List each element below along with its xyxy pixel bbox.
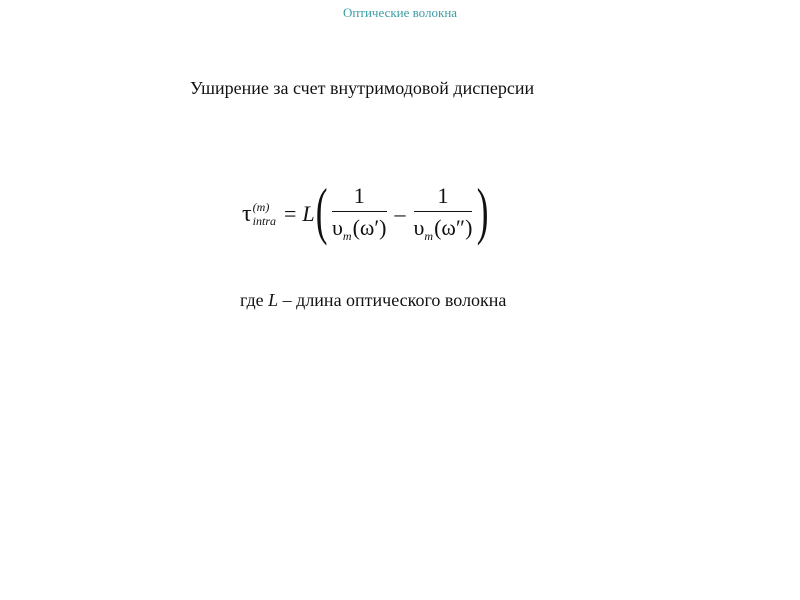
formula-fraction-2: [414, 183, 473, 245]
formula-velocity-symbol-1: υ: [331, 215, 343, 240]
formula-lhs-superscript: (m): [252, 200, 270, 214]
formula-tau-symbol: τ: [242, 200, 252, 227]
formula-note: [240, 290, 506, 311]
formula-numerator-1: 1: [353, 183, 365, 208]
formula-velocity-subscript-2: m: [424, 229, 434, 243]
formula-left-paren: (: [315, 175, 328, 246]
formula-velocity-subscript-1: m: [342, 229, 352, 243]
formula-lhs: [242, 200, 276, 228]
slide-title: Уширение за счет внутримодовой дисперсии: [190, 78, 535, 98]
formula-equals: =: [284, 201, 297, 226]
formula-velocity-arg-2: (ω″): [434, 215, 473, 240]
formula-lhs-indices: [253, 200, 276, 228]
formula-denominator-2: [414, 212, 473, 245]
formula-right-paren: ): [477, 175, 489, 246]
note-suffix: – длина оптического волокна: [278, 290, 507, 310]
slide-header: Оптические волокна: [342, 5, 458, 20]
formula-minus: –: [394, 201, 406, 226]
formula-numerator-2: 1: [437, 183, 449, 208]
formula-denominator-1: [332, 212, 387, 245]
formula-fraction-1: [332, 183, 387, 245]
formula-velocity-arg-1: (ω′): [352, 215, 387, 240]
note-prefix: где: [240, 290, 269, 310]
formula-velocity-symbol-2: υ: [413, 215, 425, 240]
note-variable: L: [268, 290, 279, 310]
formula-lhs-subscript: intra: [252, 214, 276, 228]
broadening-formula: [242, 175, 490, 250]
formula-length-factor: L: [302, 201, 315, 226]
